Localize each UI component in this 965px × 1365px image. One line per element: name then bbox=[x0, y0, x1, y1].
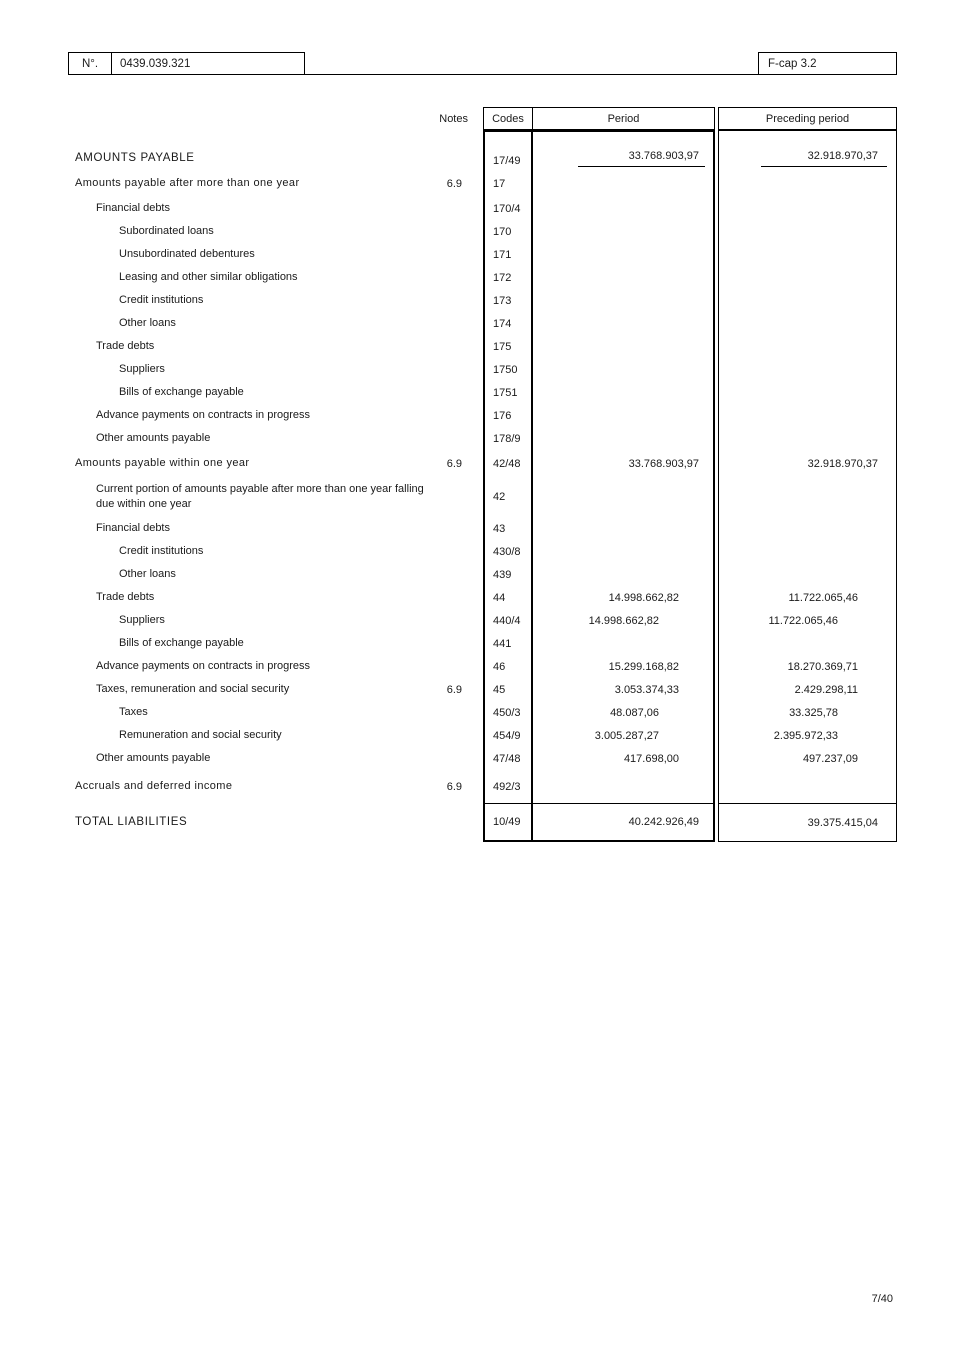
row-label-text: Other amounts payable bbox=[96, 432, 211, 445]
row-code bbox=[483, 517, 533, 540]
period-amount bbox=[533, 404, 715, 427]
row-label bbox=[68, 335, 425, 358]
row-notes bbox=[425, 477, 476, 517]
preceding-amount-text: 2.429.298,11 bbox=[794, 683, 858, 696]
period-amount bbox=[533, 312, 715, 335]
period-amount bbox=[533, 770, 715, 803]
row-label-text: AMOUNTS PAYABLE bbox=[75, 152, 195, 165]
row-code-text: 175 bbox=[493, 340, 512, 353]
table-row bbox=[68, 477, 897, 517]
table-row bbox=[68, 450, 897, 477]
gap bbox=[476, 724, 483, 747]
gap bbox=[476, 289, 483, 312]
period-amount-text: 14.998.662,82 bbox=[608, 591, 679, 604]
row-label-text: Taxes, remuneration and social security bbox=[96, 683, 290, 696]
period-amount bbox=[533, 450, 715, 477]
table-row bbox=[68, 427, 897, 450]
row-label-text: Other loans bbox=[119, 317, 176, 330]
row-notes bbox=[425, 770, 476, 803]
table-row bbox=[68, 266, 897, 289]
period-amount bbox=[533, 540, 715, 563]
row-code-text: 44 bbox=[493, 591, 506, 604]
period-amount bbox=[533, 266, 715, 289]
period-column-header: Period bbox=[533, 107, 715, 130]
period-amount bbox=[533, 632, 715, 655]
row-label-text: Amounts payable within one year bbox=[75, 457, 250, 470]
period-amount-text: 48.087,06 bbox=[610, 706, 659, 719]
preceding-amount bbox=[718, 243, 897, 266]
row-label-text: Taxes bbox=[119, 706, 148, 719]
row-label bbox=[68, 724, 425, 747]
row-label-text: Bills of exchange payable bbox=[119, 386, 244, 399]
preceding-column-header: Preceding period bbox=[718, 107, 897, 130]
row-notes-text: 6.9 bbox=[446, 683, 462, 696]
period-amount bbox=[533, 563, 715, 586]
gap bbox=[476, 586, 483, 609]
row-notes bbox=[425, 701, 476, 724]
gap bbox=[476, 312, 483, 335]
row-code bbox=[483, 427, 533, 450]
gap bbox=[476, 609, 483, 632]
row-notes bbox=[425, 632, 476, 655]
preceding-amount bbox=[718, 632, 897, 655]
period-amount bbox=[533, 197, 715, 220]
preceding-amount bbox=[718, 655, 897, 678]
preceding-amount bbox=[718, 220, 897, 243]
row-code-text: 441 bbox=[493, 637, 512, 650]
preceding-amount bbox=[718, 701, 897, 724]
gap bbox=[476, 358, 483, 381]
preceding-amount bbox=[718, 404, 897, 427]
row-label-text: Accruals and deferred income bbox=[75, 780, 233, 793]
row-notes bbox=[425, 170, 476, 197]
row-notes bbox=[425, 450, 476, 477]
gap bbox=[476, 335, 483, 358]
row-code-text: 45 bbox=[493, 683, 506, 696]
preceding-amount bbox=[718, 130, 897, 170]
row-label bbox=[68, 586, 425, 609]
row-code-text: 172 bbox=[493, 271, 512, 284]
row-code-text: 42/48 bbox=[493, 457, 521, 470]
row-label-text: Advance payments on contracts in progress bbox=[96, 409, 311, 422]
row-code bbox=[483, 312, 533, 335]
row-label bbox=[68, 312, 425, 335]
period-amount-text: 417.698,00 bbox=[623, 752, 679, 765]
period-amount bbox=[533, 747, 715, 770]
row-code-text: 171 bbox=[493, 248, 512, 261]
preceding-amount bbox=[718, 450, 897, 477]
row-code-text: 170 bbox=[493, 225, 512, 238]
row-label-text: Unsubordinated debentures bbox=[119, 248, 255, 261]
row-label-text: Credit institutions bbox=[119, 545, 204, 558]
table-row bbox=[68, 563, 897, 586]
preceding-amount bbox=[718, 358, 897, 381]
preceding-amount-text: 18.270.369,71 bbox=[787, 660, 858, 673]
table-row bbox=[68, 678, 897, 701]
gap bbox=[476, 197, 483, 220]
period-amount-text: 33.768.903,97 bbox=[578, 150, 705, 167]
table-row bbox=[68, 701, 897, 724]
row-code bbox=[483, 678, 533, 701]
row-code-text: 17/49 bbox=[493, 155, 521, 167]
preceding-amount-text: 2.395.972,33 bbox=[773, 729, 838, 742]
row-code-text: 174 bbox=[493, 317, 512, 330]
row-code bbox=[483, 724, 533, 747]
period-amount bbox=[533, 427, 715, 450]
row-label-text: Suppliers bbox=[119, 363, 165, 376]
preceding-amount bbox=[718, 381, 897, 404]
preceding-amount-text: 11.722.065,46 bbox=[788, 591, 858, 604]
preceding-amount bbox=[718, 803, 897, 842]
row-label-text: Other loans bbox=[119, 568, 176, 581]
row-notes bbox=[425, 586, 476, 609]
row-code-text: 450/3 bbox=[493, 706, 521, 719]
form-header bbox=[68, 52, 897, 75]
table-row bbox=[68, 170, 897, 197]
row-notes bbox=[425, 312, 476, 335]
gap bbox=[476, 427, 483, 450]
row-code-text: 170/4 bbox=[493, 202, 521, 215]
company-number-box bbox=[111, 52, 305, 75]
row-label bbox=[68, 170, 425, 197]
table-row bbox=[68, 243, 897, 266]
row-code bbox=[483, 655, 533, 678]
period-amount bbox=[533, 724, 715, 747]
table-row bbox=[68, 632, 897, 655]
row-label bbox=[68, 609, 425, 632]
table-row bbox=[68, 358, 897, 381]
row-notes-text: 6.9 bbox=[446, 457, 462, 470]
row-code-text: 178/9 bbox=[493, 432, 521, 445]
row-label-text: TOTAL LIABILITIES bbox=[75, 815, 188, 828]
row-label bbox=[68, 220, 425, 243]
row-code-text: 430/8 bbox=[493, 545, 521, 558]
gap bbox=[476, 381, 483, 404]
row-label bbox=[68, 770, 425, 803]
row-label bbox=[68, 747, 425, 770]
row-label bbox=[68, 427, 425, 450]
preceding-amount bbox=[718, 170, 897, 197]
table-row bbox=[68, 404, 897, 427]
row-code bbox=[483, 563, 533, 586]
preceding-amount bbox=[718, 335, 897, 358]
row-notes bbox=[425, 747, 476, 770]
preceding-amount bbox=[718, 770, 897, 803]
row-notes bbox=[425, 289, 476, 312]
row-code bbox=[483, 701, 533, 724]
table-body bbox=[68, 130, 897, 842]
row-code-text: 10/49 bbox=[493, 816, 521, 828]
row-code bbox=[483, 197, 533, 220]
gap bbox=[476, 130, 483, 170]
period-amount bbox=[533, 477, 715, 517]
row-notes bbox=[425, 220, 476, 243]
preceding-amount bbox=[718, 477, 897, 517]
preceding-amount-text: 32.918.970,37 bbox=[761, 150, 887, 167]
preceding-amount bbox=[718, 266, 897, 289]
row-code bbox=[483, 266, 533, 289]
preceding-amount-text: 497.237,09 bbox=[802, 752, 858, 765]
gap bbox=[476, 450, 483, 477]
table-row bbox=[68, 770, 897, 803]
table-row bbox=[68, 312, 897, 335]
row-code-text: 43 bbox=[493, 522, 506, 535]
row-label bbox=[68, 358, 425, 381]
row-notes bbox=[425, 655, 476, 678]
row-label bbox=[68, 243, 425, 266]
row-code-text: 173 bbox=[493, 294, 512, 307]
row-label-text: Bills of exchange payable bbox=[119, 637, 244, 650]
row-code-text: 440/4 bbox=[493, 614, 521, 627]
row-label bbox=[68, 701, 425, 724]
row-label bbox=[68, 632, 425, 655]
period-amount bbox=[533, 381, 715, 404]
period-amount bbox=[533, 358, 715, 381]
period-amount bbox=[533, 220, 715, 243]
gap bbox=[476, 632, 483, 655]
preceding-amount-text: 32.918.970,37 bbox=[807, 457, 878, 470]
row-notes bbox=[425, 803, 476, 842]
row-label-text: Trade debts bbox=[96, 340, 155, 353]
desc-header-spacer bbox=[68, 107, 425, 130]
row-label bbox=[68, 197, 425, 220]
period-amount bbox=[533, 609, 715, 632]
period-amount bbox=[533, 678, 715, 701]
gap bbox=[476, 107, 483, 130]
row-label bbox=[68, 803, 425, 842]
period-amount bbox=[533, 701, 715, 724]
row-label bbox=[68, 678, 425, 701]
period-amount-text: 15.299.168,82 bbox=[608, 660, 679, 673]
row-code-text: 42 bbox=[493, 491, 506, 503]
row-notes bbox=[425, 197, 476, 220]
row-label-text: Remuneration and social security bbox=[119, 729, 282, 742]
row-label-text: Financial debts bbox=[96, 522, 170, 535]
table-row bbox=[68, 747, 897, 770]
row-notes bbox=[425, 130, 476, 170]
preceding-amount bbox=[718, 609, 897, 632]
table-row bbox=[68, 540, 897, 563]
row-notes bbox=[425, 266, 476, 289]
row-label-text: Amounts payable after more than one year bbox=[75, 177, 300, 190]
gap bbox=[476, 243, 483, 266]
row-notes bbox=[425, 563, 476, 586]
row-code bbox=[483, 586, 533, 609]
gap bbox=[476, 655, 483, 678]
period-amount bbox=[533, 517, 715, 540]
row-code bbox=[483, 632, 533, 655]
row-label bbox=[68, 404, 425, 427]
row-notes bbox=[425, 609, 476, 632]
table-row bbox=[68, 289, 897, 312]
row-code-text: 1751 bbox=[493, 386, 518, 399]
row-notes bbox=[425, 243, 476, 266]
row-notes bbox=[425, 427, 476, 450]
row-code-text: 454/9 bbox=[493, 729, 521, 742]
table-row bbox=[68, 724, 897, 747]
gap bbox=[476, 770, 483, 803]
row-code bbox=[483, 477, 533, 517]
row-code-text: 176 bbox=[493, 409, 512, 422]
preceding-amount-text: 33.325,78 bbox=[789, 706, 838, 719]
row-code bbox=[483, 381, 533, 404]
preceding-amount bbox=[718, 517, 897, 540]
row-label bbox=[68, 381, 425, 404]
row-notes bbox=[425, 724, 476, 747]
period-amount-text: 3.053.374,33 bbox=[614, 683, 679, 696]
row-label bbox=[68, 563, 425, 586]
gap bbox=[476, 803, 483, 842]
row-label-text: Suppliers bbox=[119, 614, 165, 627]
row-label bbox=[68, 477, 425, 517]
form-code-box bbox=[758, 52, 897, 75]
row-label-text: Subordinated loans bbox=[119, 225, 214, 238]
row-code bbox=[483, 289, 533, 312]
preceding-amount-text: 39.375.415,04 bbox=[807, 816, 878, 829]
period-amount bbox=[533, 130, 715, 170]
row-notes-text: 6.9 bbox=[446, 177, 462, 190]
preceding-amount bbox=[718, 724, 897, 747]
period-amount-text: 3.005.287,27 bbox=[594, 729, 659, 742]
gap bbox=[476, 563, 483, 586]
row-code bbox=[483, 609, 533, 632]
company-number: 0439.039.321 bbox=[120, 57, 191, 70]
preceding-amount bbox=[718, 586, 897, 609]
row-notes bbox=[425, 335, 476, 358]
row-notes bbox=[425, 517, 476, 540]
gap bbox=[476, 517, 483, 540]
period-amount-text: 14.998.662,82 bbox=[588, 614, 659, 627]
gap bbox=[476, 701, 483, 724]
row-code bbox=[483, 358, 533, 381]
row-label-text: Financial debts bbox=[96, 202, 170, 215]
form-code: F-cap 3.2 bbox=[768, 57, 817, 70]
page-number: 7/40 bbox=[871, 1293, 893, 1305]
table-row bbox=[68, 655, 897, 678]
row-label bbox=[68, 655, 425, 678]
table-row bbox=[68, 130, 897, 170]
row-code bbox=[483, 220, 533, 243]
period-amount-text: 33.768.903,97 bbox=[628, 457, 699, 470]
row-code-text: 17 bbox=[493, 177, 506, 190]
header-rule bbox=[305, 52, 758, 75]
number-label: N°. bbox=[81, 57, 99, 70]
row-label-text: Other amounts payable bbox=[96, 752, 211, 765]
gap bbox=[476, 266, 483, 289]
preceding-amount bbox=[718, 427, 897, 450]
row-code bbox=[483, 540, 533, 563]
row-code bbox=[483, 747, 533, 770]
period-amount bbox=[533, 335, 715, 358]
row-code-text: 492/3 bbox=[493, 780, 521, 793]
row-label-text: Trade debts bbox=[96, 591, 155, 604]
row-code bbox=[483, 335, 533, 358]
table-row bbox=[68, 609, 897, 632]
period-amount bbox=[533, 586, 715, 609]
row-code bbox=[483, 803, 533, 842]
row-code bbox=[483, 130, 533, 170]
gap bbox=[476, 220, 483, 243]
table-row bbox=[68, 335, 897, 358]
period-amount bbox=[533, 803, 715, 842]
row-code bbox=[483, 170, 533, 197]
table-column-headers bbox=[68, 107, 897, 130]
preceding-amount bbox=[718, 197, 897, 220]
row-label bbox=[68, 540, 425, 563]
gap bbox=[476, 747, 483, 770]
row-code bbox=[483, 450, 533, 477]
row-label-text: Credit institutions bbox=[119, 294, 204, 307]
gap bbox=[476, 477, 483, 517]
number-label-box bbox=[68, 52, 112, 75]
table-row bbox=[68, 381, 897, 404]
period-amount bbox=[533, 289, 715, 312]
row-code bbox=[483, 243, 533, 266]
gap bbox=[476, 540, 483, 563]
row-code-text: 1750 bbox=[493, 363, 518, 376]
row-notes bbox=[425, 358, 476, 381]
table-row bbox=[68, 197, 897, 220]
row-code-text: 439 bbox=[493, 568, 512, 581]
table-row bbox=[68, 586, 897, 609]
row-code bbox=[483, 404, 533, 427]
row-label-text: Current portion of amounts payable after more than one year falling due within one year bbox=[96, 483, 424, 510]
gap bbox=[476, 404, 483, 427]
row-label-text: Advance payments on contracts in progress bbox=[96, 660, 311, 673]
row-label bbox=[68, 266, 425, 289]
row-label bbox=[68, 450, 425, 477]
table-row bbox=[68, 220, 897, 243]
table-row-total bbox=[68, 803, 897, 842]
period-amount bbox=[533, 243, 715, 266]
row-notes bbox=[425, 381, 476, 404]
row-notes bbox=[425, 404, 476, 427]
row-label bbox=[68, 289, 425, 312]
preceding-amount bbox=[718, 563, 897, 586]
row-label bbox=[68, 517, 425, 540]
row-notes bbox=[425, 678, 476, 701]
period-amount bbox=[533, 170, 715, 197]
preceding-amount bbox=[718, 312, 897, 335]
preceding-amount bbox=[718, 678, 897, 701]
preceding-amount bbox=[718, 289, 897, 312]
period-amount bbox=[533, 655, 715, 678]
preceding-amount bbox=[718, 540, 897, 563]
period-amount-text: 40.242.926,49 bbox=[628, 816, 699, 828]
row-label bbox=[68, 130, 425, 170]
row-notes-text: 6.9 bbox=[446, 780, 462, 793]
notes-column-header: Notes bbox=[439, 112, 468, 125]
preceding-amount-text: 11.722.065,46 bbox=[768, 614, 838, 627]
preceding-amount bbox=[718, 747, 897, 770]
row-label-text: Leasing and other similar obligations bbox=[119, 271, 298, 284]
row-notes bbox=[425, 540, 476, 563]
row-code bbox=[483, 770, 533, 803]
codes-column-header: Codes bbox=[483, 107, 533, 130]
table-row bbox=[68, 517, 897, 540]
gap bbox=[476, 678, 483, 701]
row-code-text: 46 bbox=[493, 660, 506, 673]
row-code-text: 47/48 bbox=[493, 752, 521, 765]
gap bbox=[476, 170, 483, 197]
